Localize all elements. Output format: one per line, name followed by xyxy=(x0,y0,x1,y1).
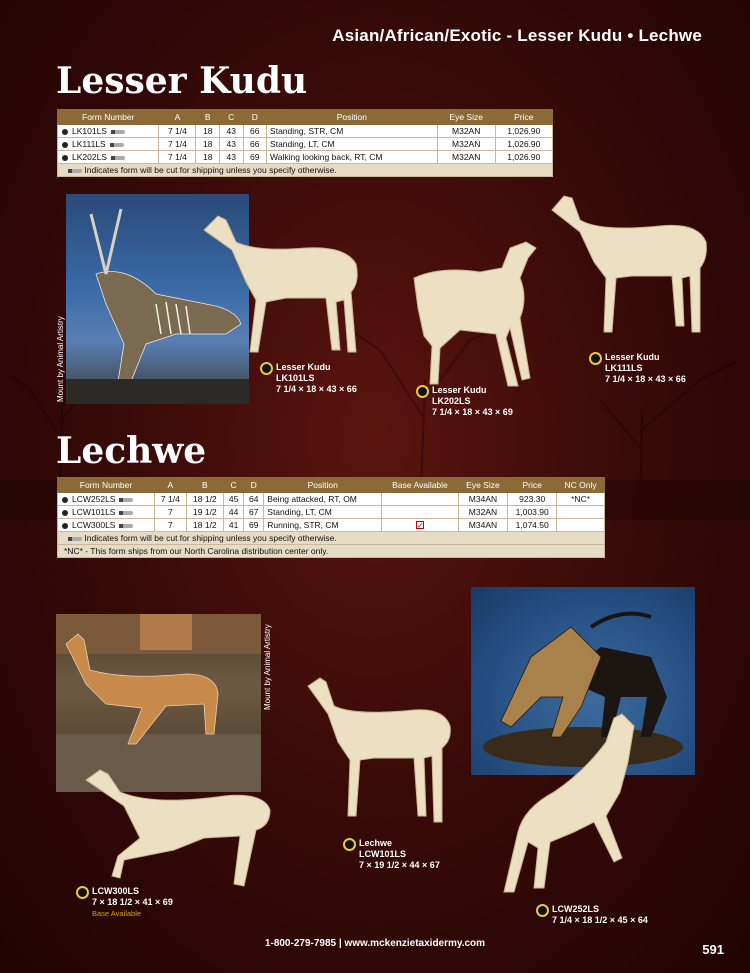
knife-icon xyxy=(119,498,133,502)
bullet-icon xyxy=(62,510,68,516)
col-nc-only: NC Only xyxy=(557,478,605,493)
knife-icon xyxy=(111,156,125,160)
kudu-section-title: Lesser Kudu xyxy=(56,60,308,102)
col-c: C xyxy=(219,110,243,125)
table-row: LCW252LS 7 1/4 18 1/2 45 64 Being attacked, RT, OM M34AN 923.30 *NC* xyxy=(58,493,605,506)
footer-contact: 1-800-279-7985 | www.mckenzietaxidermy.com xyxy=(264,938,486,949)
table-nc-note-row: *NC* - This form ships from our North Carolina distribution center only. xyxy=(58,545,605,558)
kudu-form-lk101ls xyxy=(196,212,366,360)
form-badge-icon xyxy=(416,385,429,398)
col-base-available: Base Available xyxy=(382,478,458,493)
lechwe-spec-table xyxy=(57,477,605,558)
table-row: LK111LS 7 1/4 18 43 66 Standing, LT, CM M32AN 1,026.90 xyxy=(58,138,553,151)
col-form-number: Form Number xyxy=(58,478,155,493)
knife-icon xyxy=(119,524,133,528)
bullet-icon xyxy=(62,155,68,161)
col-b: B xyxy=(196,110,220,125)
knife-icon xyxy=(111,130,125,134)
col-position: Position xyxy=(264,478,382,493)
base-available-check-icon: ✓ xyxy=(416,521,424,530)
col-a: A xyxy=(155,478,187,493)
form-badge-icon xyxy=(536,904,549,917)
knife-icon xyxy=(119,511,133,515)
lechwe-form-lcw101ls xyxy=(304,676,454,826)
bullet-icon xyxy=(62,142,68,148)
col-a: A xyxy=(159,110,196,125)
kudu-form-lk111ls xyxy=(550,192,710,338)
col-eye-size: Eye Size xyxy=(437,110,495,125)
kudu-caption-lk202ls: Lesser Kudu LK202LS 7 1/4 × 18 × 43 × 69 xyxy=(432,385,513,418)
col-price: Price xyxy=(508,478,557,493)
table-note-row: Indicates form will be cut for shipping unless you specify otherwise. xyxy=(58,164,553,177)
lechwe-caption-lcw252ls: LCW252LS 7 1/4 × 18 1/2 × 45 × 64 xyxy=(552,904,648,926)
kudu-spec-table xyxy=(57,109,553,177)
col-b: B xyxy=(186,478,223,493)
kudu-caption-lk111ls: Lesser Kudu LK111LS 7 1/4 × 18 × 43 × 66 xyxy=(605,352,686,385)
table-row: LK202LS 7 1/4 18 43 69 Walking looking back, RT, CM M32AN 1,026.90 xyxy=(58,151,553,164)
lechwe-form-lcw252ls xyxy=(494,712,644,898)
form-badge-icon xyxy=(343,838,356,851)
col-price: Price xyxy=(495,110,552,125)
bullet-icon xyxy=(62,497,68,503)
col-position: Position xyxy=(267,110,438,125)
lechwe-caption-lcw101ls: Lechwe LCW101LS 7 × 19 1/2 × 44 × 67 xyxy=(359,838,440,871)
lechwe-section-title: Lechwe xyxy=(56,430,207,472)
knife-icon xyxy=(68,169,82,173)
category-title: Asian/African/Exotic - Lesser Kudu • Lechwe xyxy=(332,26,702,45)
table-row: LCW300LS 7 18 1/2 41 69 Running, STR, CM ✓ M34AN 1,074.50 xyxy=(58,519,605,532)
form-badge-icon xyxy=(76,886,89,899)
col-form-number: Form Number xyxy=(58,110,159,125)
knife-icon xyxy=(110,143,124,147)
kudu-photo-credit: Mount by Animal Artistry xyxy=(56,316,65,402)
page-number: 591 xyxy=(702,942,724,957)
lechwe-caption-lcw300ls: LCW300LS 7 × 18 1/2 × 41 × 69 Base Available xyxy=(92,886,173,919)
table-note-row: Indicates form will be cut for shipping unless you specify otherwise. xyxy=(58,532,605,545)
kudu-caption-lk101ls: Lesser Kudu LK101LS 7 1/4 × 18 × 43 × 66 xyxy=(276,362,357,395)
bullet-icon xyxy=(62,129,68,135)
kudu-form-lk202ls xyxy=(410,238,550,388)
col-d: D xyxy=(244,478,264,493)
col-c: C xyxy=(224,478,244,493)
table-row: LCW101LS 7 19 1/2 44 67 Standing, LT, CM M32AN 1,003.90 xyxy=(58,506,605,519)
lechwe-form-lcw300ls xyxy=(84,766,274,894)
col-d: D xyxy=(243,110,267,125)
knife-icon xyxy=(68,537,82,541)
bullet-icon xyxy=(62,523,68,529)
table-row: LK101LS 7 1/4 18 43 66 Standing, STR, CM M32AN 1,026.90 xyxy=(58,125,553,138)
lechwe-photo-credit: Mount by Animal Artistry xyxy=(263,624,272,710)
form-badge-icon xyxy=(260,362,273,375)
col-eye-size: Eye Size xyxy=(458,478,508,493)
form-badge-icon xyxy=(589,352,602,365)
